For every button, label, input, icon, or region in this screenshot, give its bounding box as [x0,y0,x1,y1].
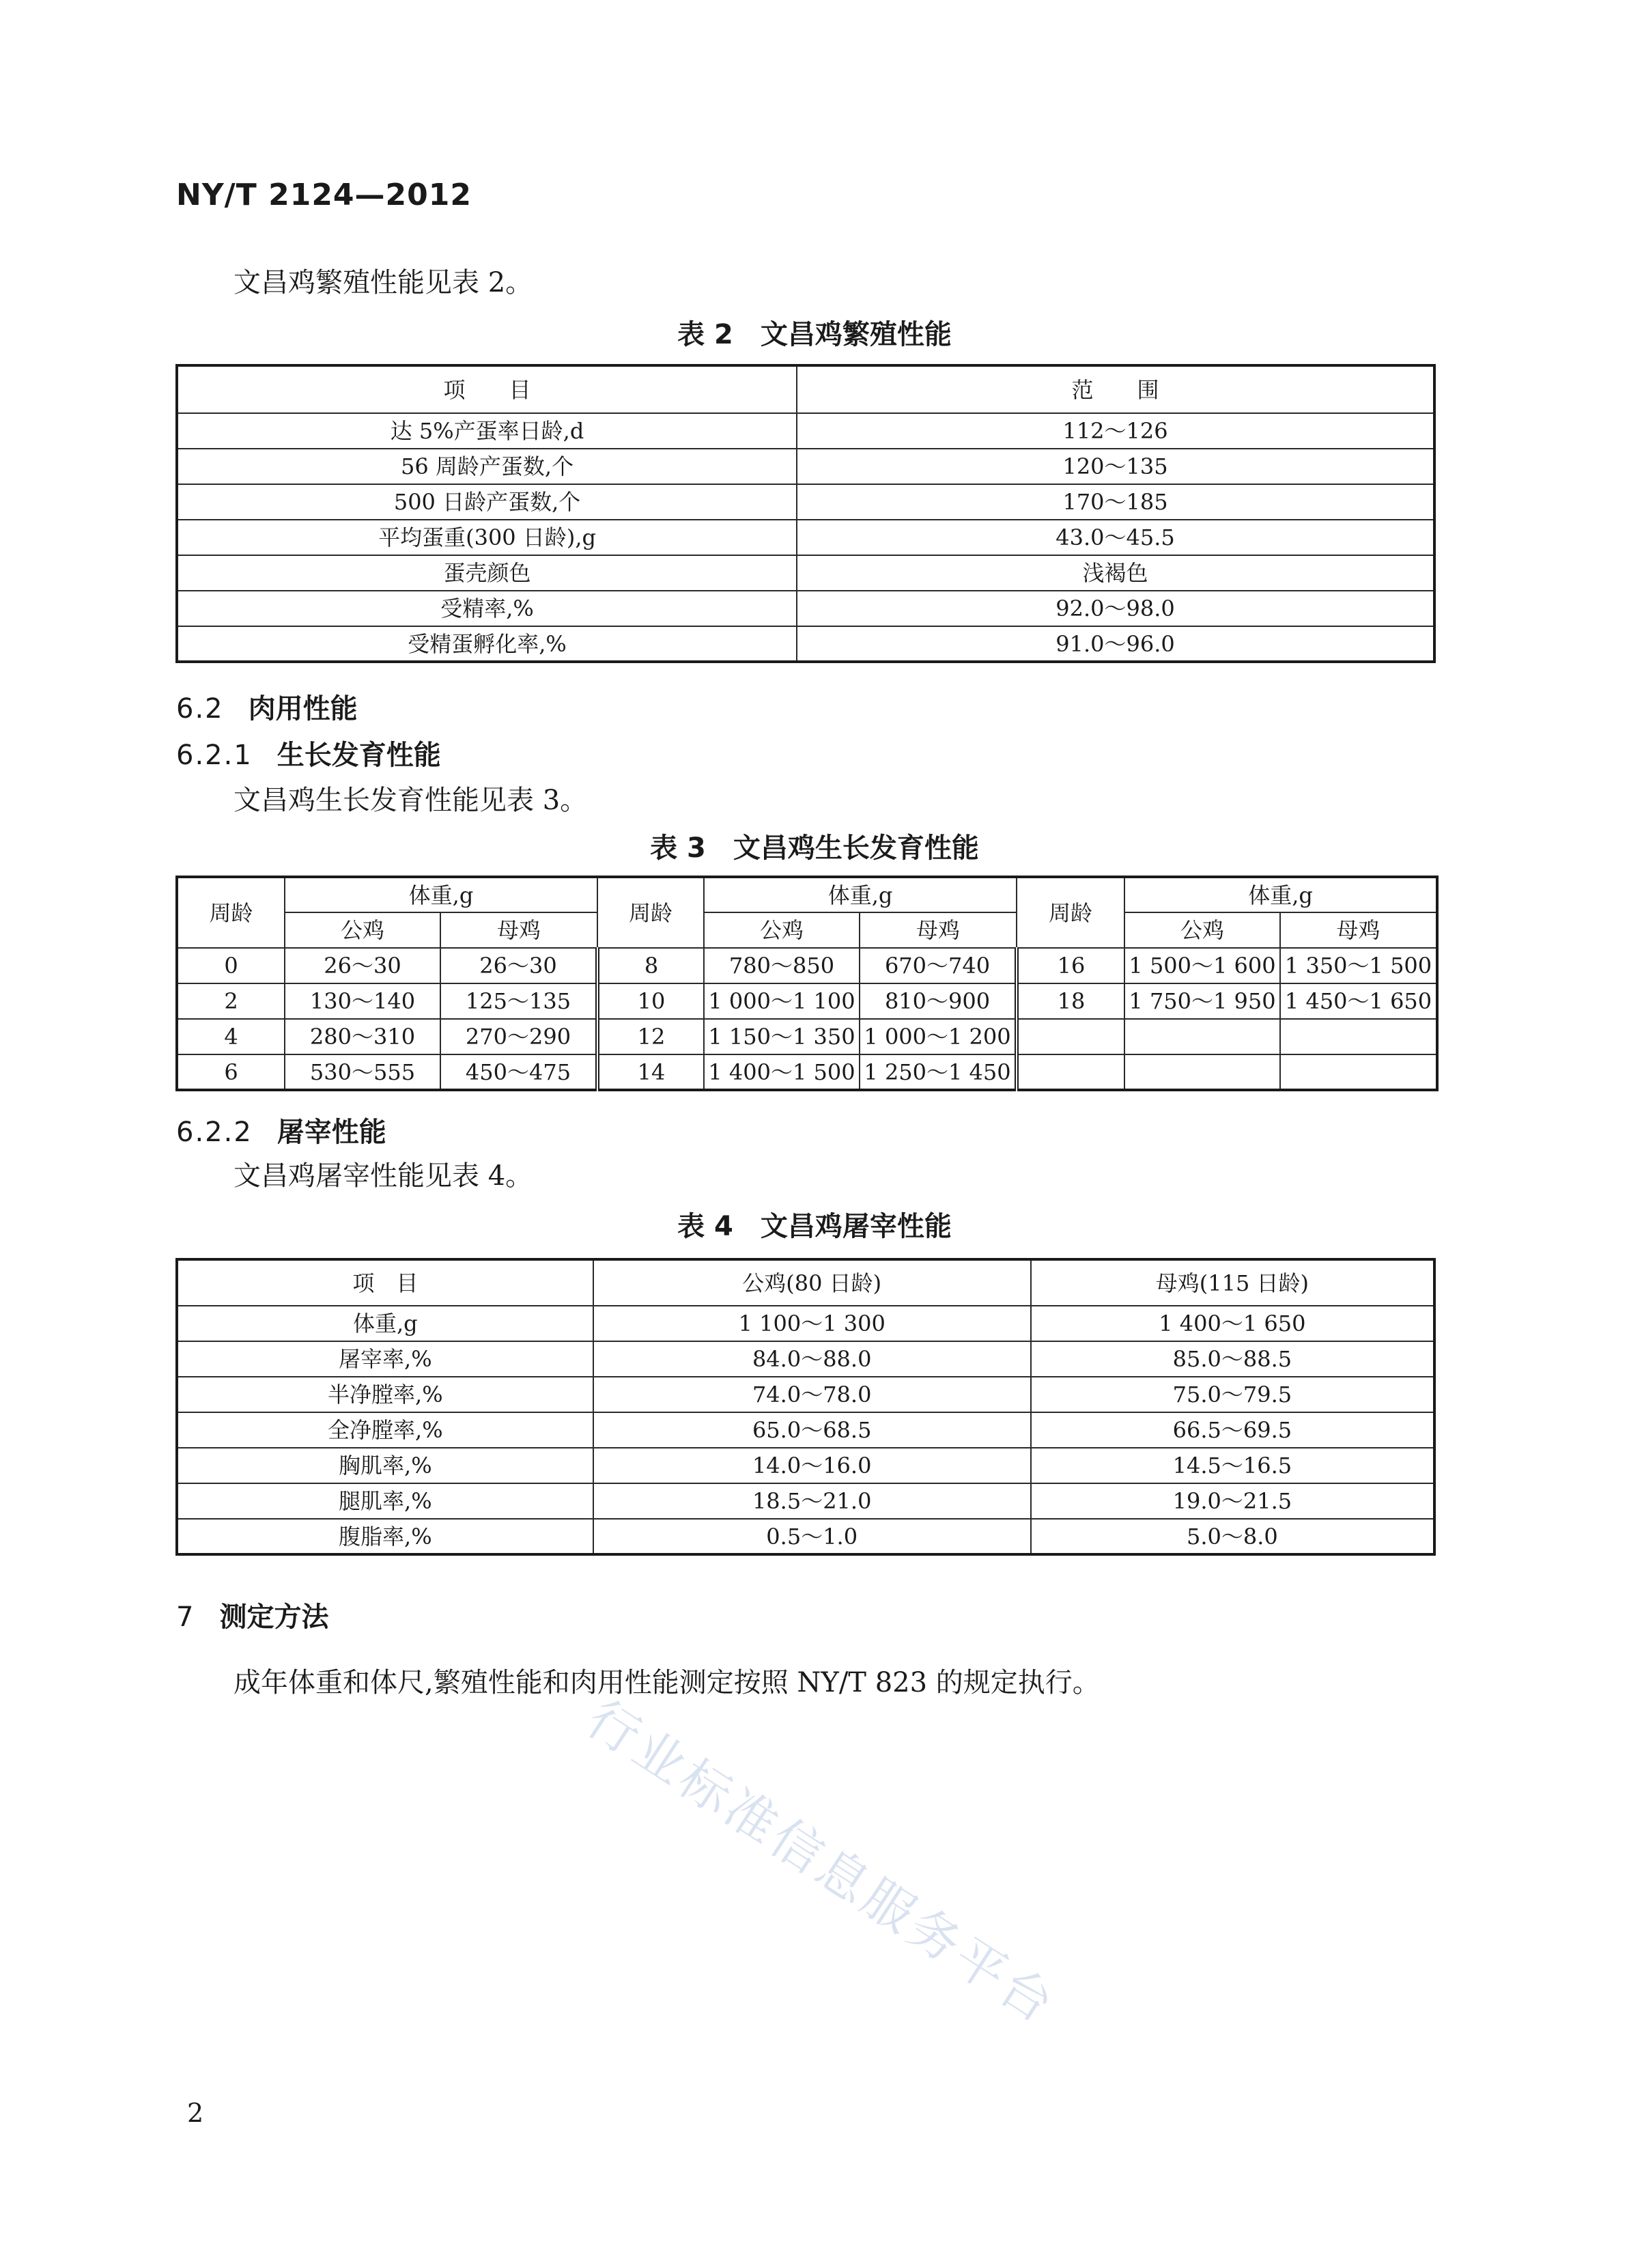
table3-week: 10 [597,983,704,1019]
table3-female: 1 350～1 500 [1280,948,1437,983]
table4-female: 1 400～1 650 [1031,1306,1434,1341]
table3-week: 2 [177,983,285,1019]
table3-week [1017,1054,1124,1090]
table3-subheader-row [177,912,1437,948]
table4-item: 全净膛率,% [177,1412,593,1448]
table3-col-week: 周龄 [597,877,704,948]
table3-female: 810～900 [860,983,1017,1019]
table3-female: 270～290 [440,1019,597,1054]
table3-week: 12 [597,1019,704,1054]
table3-col-weight: 体重,g [1124,877,1437,912]
table2-header-row [177,365,1434,413]
table-row [177,948,1437,983]
table2-intro: 文昌鸡繁殖性能见表 2。 [233,267,533,298]
table4-male: 18.5～21.0 [593,1483,1031,1519]
table2-title: 文昌鸡繁殖性能 [760,319,952,350]
table3-growth [175,876,1439,1091]
table4-slaughter [175,1258,1436,1556]
table2-col-item: 项 目 [177,365,797,413]
table2-value: 170～185 [797,484,1434,520]
table4-female: 14.5～16.5 [1031,1448,1434,1483]
table3-caption [0,826,1629,865]
table3-col-female: 母鸡 [860,912,1017,948]
section-7-text: 成年体重和体尺,繁殖性能和肉用性能测定按照 NY/T 823 的规定执行。 [233,1667,1100,1698]
table2-value: 92.0～98.0 [797,591,1434,626]
section-number: 6.2 [176,693,224,725]
table4-female: 19.0～21.5 [1031,1483,1434,1519]
table-row [177,1377,1434,1412]
table2-col-range: 范 围 [797,365,1434,413]
table2-item: 500 日龄产蛋数,个 [177,484,797,520]
table3-female: 1 250～1 450 [860,1054,1017,1090]
table4-number: 表 4 [677,1211,733,1242]
table-row [177,413,1434,449]
table4-male: 0.5～1.0 [593,1519,1031,1554]
table3-week: 4 [177,1019,285,1054]
table3-col-week: 周龄 [1017,877,1124,948]
table-row [177,1054,1437,1090]
table4-item: 腹脂率,% [177,1519,593,1554]
table3-col-male: 公鸡 [285,912,440,948]
section-6-2-2-heading [176,1110,386,1149]
section-6-2-heading [176,687,358,726]
table4-col-female: 母鸡(115 日龄) [1031,1259,1434,1306]
table4-intro: 文昌鸡屠宰性能见表 4。 [233,1160,533,1192]
table3-col-weight: 体重,g [285,877,597,912]
table2-value: 浅褐色 [797,555,1434,591]
table3-male: 530～555 [285,1054,440,1090]
section-title: 生长发育性能 [277,740,441,771]
table2-value: 91.0～96.0 [797,626,1434,662]
table2-reproduction [175,364,1436,663]
table3-male: 280～310 [285,1019,440,1054]
table3-male: 26～30 [285,948,440,983]
table3-female: 1 450～1 650 [1280,983,1437,1019]
table2-item: 受精蛋孵化率,% [177,626,797,662]
table3-female: 670～740 [860,948,1017,983]
table-row [177,1519,1434,1554]
section-number: 6.2.2 [176,1117,253,1148]
table-row [177,591,1434,626]
table3-female: 450～475 [440,1054,597,1090]
table4-male: 84.0～88.0 [593,1341,1031,1377]
table4-col-item: 项 目 [177,1259,593,1306]
table4-caption [0,1205,1629,1244]
table3-intro: 文昌鸡生长发育性能见表 3。 [233,785,588,816]
table3-title: 文昌鸡生长发育性能 [733,832,979,864]
table3-male: 1 000～1 100 [704,983,860,1019]
table2-value: 120～135 [797,449,1434,484]
table2-value: 43.0～45.5 [797,520,1434,555]
section-title: 屠宰性能 [277,1117,386,1148]
table-row [177,1483,1434,1519]
table3-male: 1 750～1 950 [1124,983,1280,1019]
section-number: 7 [176,1601,195,1633]
table2-caption [0,313,1629,352]
table-row [177,449,1434,484]
table3-number: 表 3 [650,832,706,864]
table-row [177,484,1434,520]
table2-item: 平均蛋重(300 日龄),g [177,520,797,555]
table4-female: 75.0～79.5 [1031,1377,1434,1412]
table4-male: 14.0～16.0 [593,1448,1031,1483]
table3-male: 1 400～1 500 [704,1054,860,1090]
table4-female: 85.0～88.5 [1031,1341,1434,1377]
table3-female [1280,1054,1437,1090]
table4-male: 1 100～1 300 [593,1306,1031,1341]
table4-title: 文昌鸡屠宰性能 [760,1211,952,1242]
table-row [177,520,1434,555]
table3-week: 16 [1017,948,1124,983]
table3-week: 8 [597,948,704,983]
section-6-2-1-heading [176,733,441,772]
table3-male: 1 500～1 600 [1124,948,1280,983]
table3-female: 26～30 [440,948,597,983]
table3-col-male: 公鸡 [1124,912,1280,948]
table2-item: 受精率,% [177,591,797,626]
table4-female: 66.5～69.5 [1031,1412,1434,1448]
table4-item: 半净膛率,% [177,1377,593,1412]
table3-col-male: 公鸡 [704,912,860,948]
table-row [177,555,1434,591]
table3-male: 1 150～1 350 [704,1019,860,1054]
table3-col-female: 母鸡 [1280,912,1437,948]
section-title: 肉用性能 [248,693,358,725]
table3-week [1017,1019,1124,1054]
table3-week: 6 [177,1054,285,1090]
table3-male [1124,1019,1280,1054]
table4-female: 5.0～8.0 [1031,1519,1434,1554]
table3-male [1124,1054,1280,1090]
section-title: 测定方法 [219,1601,329,1633]
table-row [177,1306,1434,1341]
table3-col-week: 周龄 [177,877,285,948]
table2-item: 56 周龄产蛋数,个 [177,449,797,484]
table-row [177,983,1437,1019]
table4-item: 胸肌率,% [177,1448,593,1483]
document-header: NY/T 2124—2012 [176,178,472,212]
table3-week: 18 [1017,983,1124,1019]
table3-header-row [177,877,1437,912]
table-row [177,626,1434,662]
page-number: 2 [187,2098,204,2128]
table3-col-female: 母鸡 [440,912,597,948]
table-row [177,1019,1437,1054]
table4-male: 65.0～68.5 [593,1412,1031,1448]
table3-col-weight: 体重,g [704,877,1017,912]
table4-item: 体重,g [177,1306,593,1341]
table3-week: 0 [177,948,285,983]
section-number: 6.2.1 [176,740,253,771]
table3-male: 130～140 [285,983,440,1019]
table4-male: 74.0～78.0 [593,1377,1031,1412]
table3-male: 780～850 [704,948,860,983]
table3-female [1280,1019,1437,1054]
table4-item: 腿肌率,% [177,1483,593,1519]
table-row [177,1412,1434,1448]
table3-female: 1 000～1 200 [860,1019,1017,1054]
table-row [177,1341,1434,1377]
table4-item: 屠宰率,% [177,1341,593,1377]
table2-number: 表 2 [677,319,733,350]
table3-week: 14 [597,1054,704,1090]
watermark: 行业标准信息服务平台 [576,1689,1067,2036]
table-row [177,1448,1434,1483]
table2-value: 112～126 [797,413,1434,449]
table2-item: 蛋壳颜色 [177,555,797,591]
table4-col-male: 公鸡(80 日龄) [593,1259,1031,1306]
table4-header-row [177,1259,1434,1306]
table2-item: 达 5%产蛋率日龄,d [177,413,797,449]
section-7-heading [176,1595,328,1634]
table3-female: 125～135 [440,983,597,1019]
